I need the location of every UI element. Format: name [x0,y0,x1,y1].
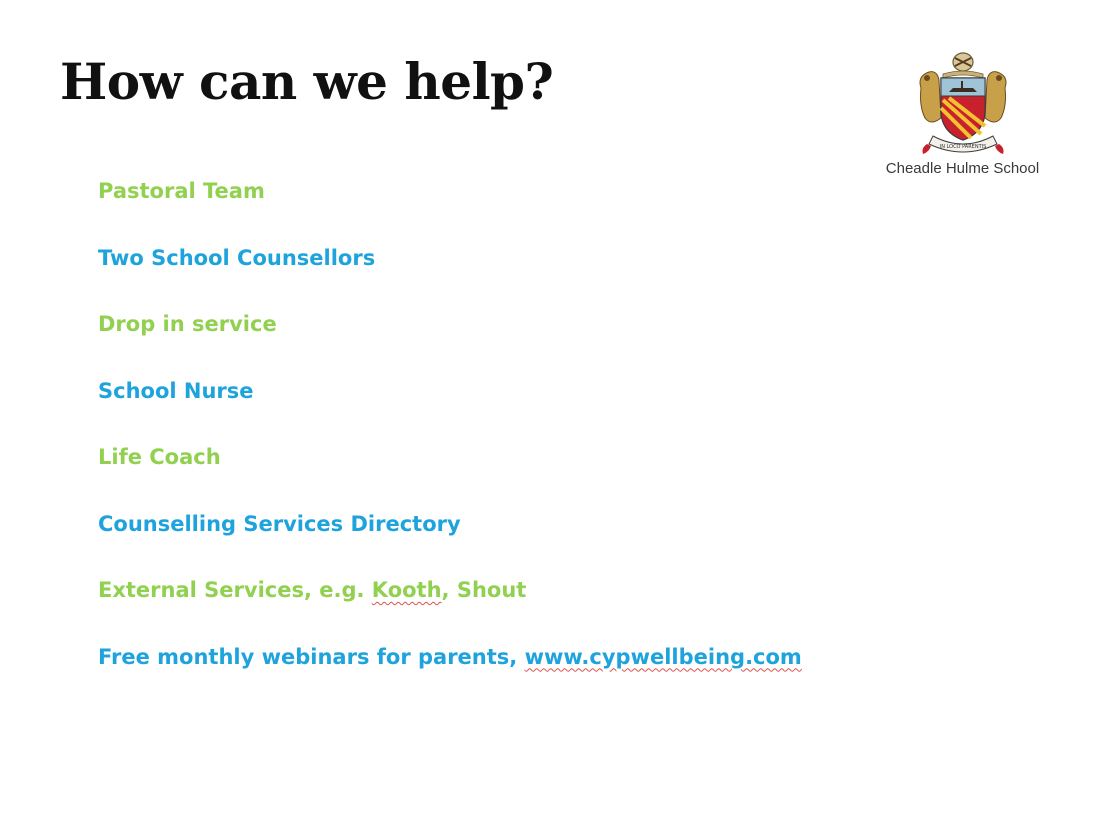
list-item-webinars [98,638,802,705]
list-item-drop-in-service [98,305,802,372]
school-name: Cheadle Hulme School [885,160,1040,177]
list-item-external-services [98,571,802,638]
list-item-text: Life Coach [98,445,221,469]
list-item-text: Two School Counsellors [98,245,376,270]
list-item-counselling-directory [98,505,802,572]
list-item-text: Pastoral Team [98,179,265,203]
help-list [98,172,802,704]
school-crest-icon [913,48,1013,156]
list-item-text: Drop in service [98,312,277,336]
list-item-school-nurse [98,372,802,439]
cypwellbeing-link[interactable]: www.cypwellbeing.com [524,644,802,669]
page-title: How can we help? [60,52,554,111]
list-item-school-counsellors [98,239,802,306]
list-item-prefix: External Services, e.g. [98,578,372,602]
list-item-life-coach [98,438,802,505]
list-item-pastoral-team [98,172,802,239]
list-item-text: School Nurse [98,378,254,403]
kooth-link[interactable]: Kooth [371,578,442,602]
school-logo [880,48,1045,188]
svg-text:IN LOCO PARENTIS: IN LOCO PARENTIS [939,144,986,150]
list-item-prefix: Free monthly webinars for parents, [98,644,525,669]
list-item-suffix: , Shout [441,578,527,602]
list-item-text: Counselling Services Directory [98,511,461,536]
